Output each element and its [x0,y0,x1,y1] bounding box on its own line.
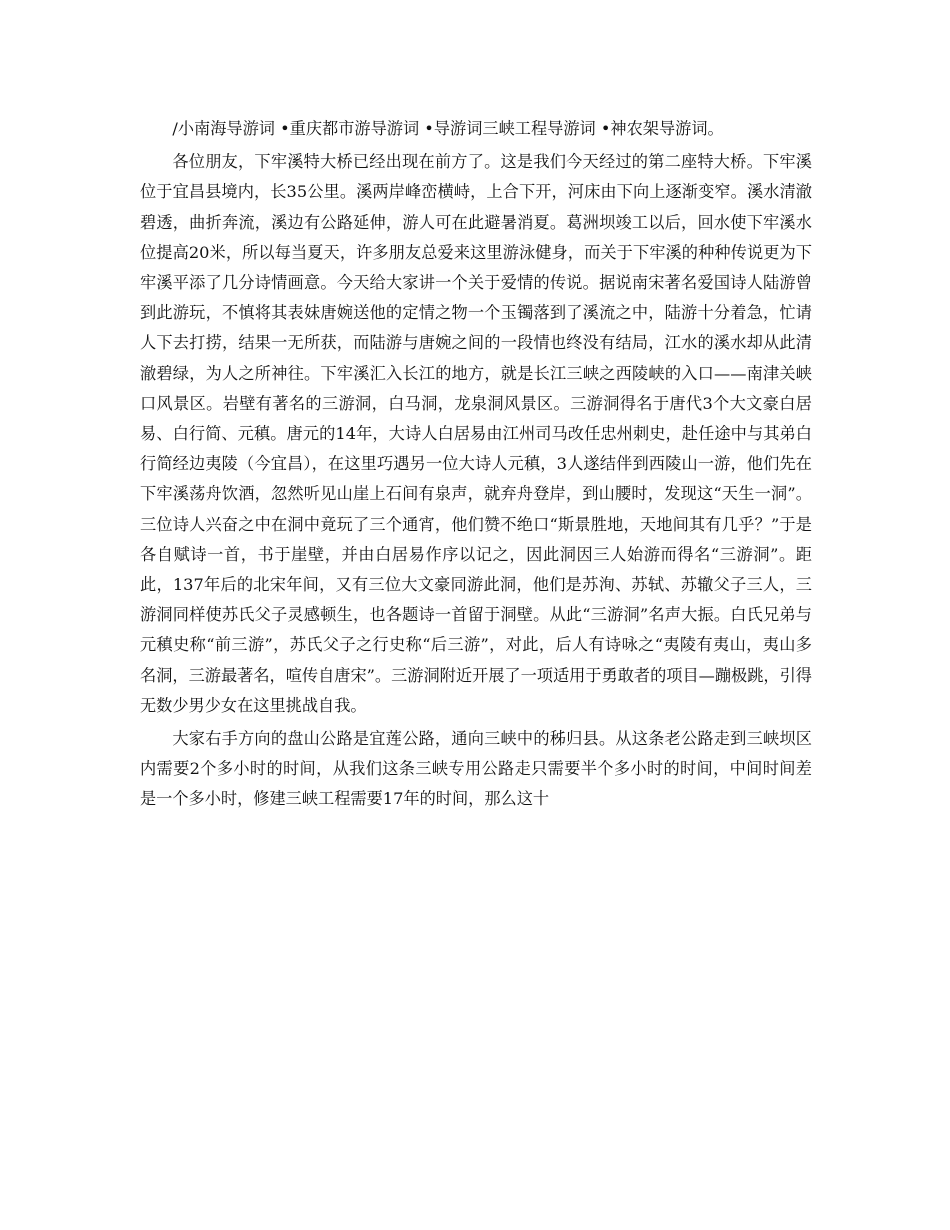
document-page [140,114,812,815]
paragraph-xialaoxi-bridge: 各位朋友，下牢溪特大桥已经出现在前方了。这是我们今天经过的第二座特大桥。下牢溪位于宜昌县境内，长35公里。溪两岸峰峦横峙，上合下开，河床由下向上逐渐变窄。溪水清澈碧透，曲折奔流，溪边有公路延伸，游人可在此避暑消夏。葛洲坝竣工以后，回水使下牢溪水位提高20米，所以每当夏天，许多朋友总爱来这里游泳健身，而关于下牢溪的种种传说更为下牢溪平添了几分诗情画意。今天给大家讲一个关于爱情的传说。据说南宋著名爱国诗人陆游曾到此游玩，不慎将其表妹唐婉送他的定情之物一个玉镯落到了溪流之中，陆游十分着急，忙请人下去打捞，结果一无所获，而陆游与唐婉之间的一段情也终没有结局，江水的溪水却从此清澈碧绿，为人之所神往。下牢溪汇入长江的地方，就是长江三峡之西陵峡的入口——南津关峡口风景区。岩壁有著名的三游洞，白马洞，龙泉洞风景区。三游洞得名于唐代3个大文豪白居易、白行简、元稹。唐元的14年，大诗人白居易由江州司马改任忠州刺史，赴任途中与其弟白行简经边夷陵（今宜昌），在这里巧遇另一位大诗人元稹，3人遂结伴到西陵山一游，他们先在下牢溪荡舟饮酒，忽然听见山崖上石间有泉声，就弃舟登岸，到山腰时，发现这“天生一洞”。三位诗人兴奋之中在洞中竟玩了三个通宵，他们赞不绝口“斯景胜地，天地间其有几乎？”于是各自赋诗一首，书于崖壁，并由白居易作序以记之，因此洞因三人始游而得名“三游洞”。距此，137年后的北宋年间，又有三位大文豪同游此洞，他们是苏洵、苏轼、苏辙父子三人，三游洞同样使苏氏父子灵感顿生，也各题诗一首留于洞壁。从此“三游洞”名声大振。白氏兄弟与元稹史称“前三游”，苏氏父子之行史称“后三游”，对此，后人有诗咏之“夷陵有夷山，夷山多名洞，三游最著名，喧传自唐宋”。三游洞附近开展了一项适用于勇敢者的项目—蹦极跳，引得无数少男少女在这里挑战自我。 [140,152,812,715]
paragraph-yilian-highway: 大家右手方向的盘山公路是宜莲公路，通向三峡中的秭归县。从这条老公路走到三峡坝区内需要2个多小时的时间，从我们这条三峡专用公路走只需要半个多小时的时间，中间时间差是一个多小时，修建三峡工程需要17年的时间，那么这十 [140,729,812,809]
paragraph-related-links: /小南海导游词 •重庆都市游导游词 •导游词三峡工程导游词 •神农架导游词。 [172,119,724,138]
